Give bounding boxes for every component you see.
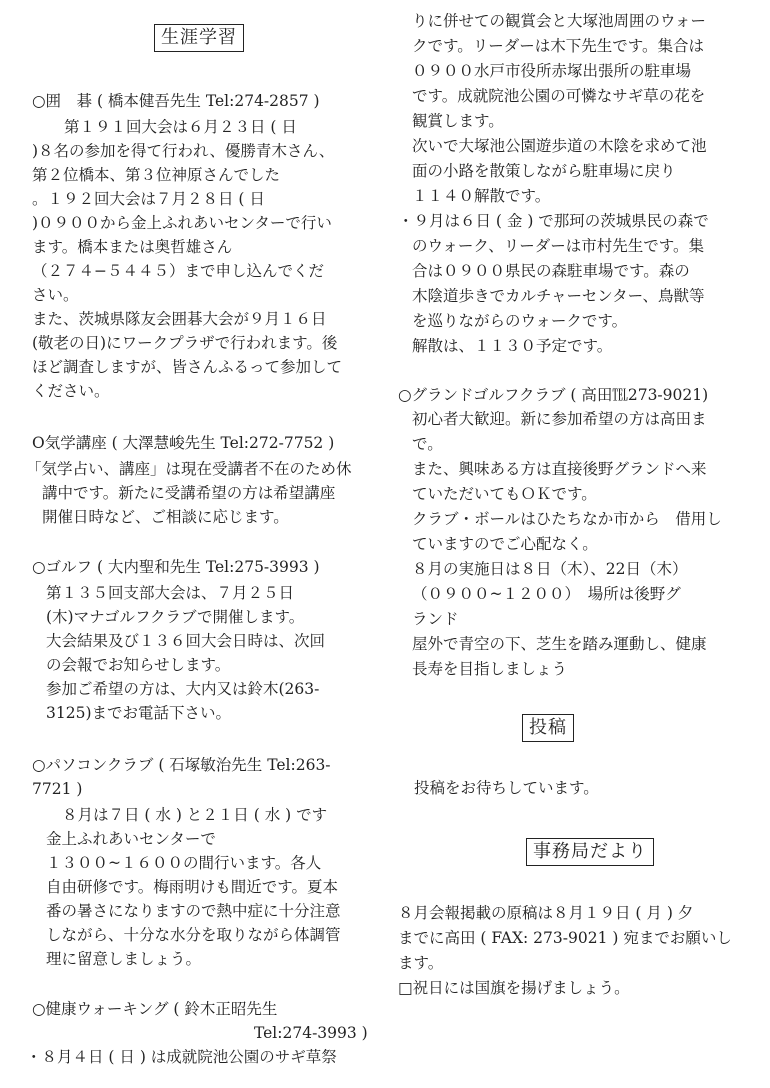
igo-line-0: 第１９１回大会は６月２３日 ( 日: [64, 118, 297, 136]
walking-title: ○健康ウォーキング ( 鈴木正昭先生: [32, 1000, 278, 1018]
pc-title: ○パソコンクラブ ( 石塚敏治先生 Tel:263-: [32, 756, 331, 774]
section-heading-jimukyoku: 事務局だより: [526, 838, 654, 866]
jimukyoku-line-2: ます。: [398, 954, 444, 972]
ground-golf-line-5: ていますのでご心配なく。: [412, 535, 598, 553]
section-heading-shogai-gakushu: 生涯学習: [154, 24, 244, 52]
ground-golf-line-9: 屋外で青空の下、芝生を踏み運動し、健康: [412, 635, 707, 653]
walking-cont-line-5: 次いで大塚池公園遊歩道の木陰を求めて池: [412, 137, 707, 155]
ground-golf-line-7: （０９００~１２００） 場所は後野グ: [412, 585, 681, 603]
igo-line-1: )８名の参加を得て行われ、優勝青木さん、: [32, 142, 335, 160]
ground-golf-line-6: ８月の実施日は８日（木）、22日（木）: [412, 560, 688, 578]
kigaku-line-0: 「気学占い、講座」は現在受講者不在のため休: [26, 460, 352, 478]
walking-cont-line-2: ０９００水戸市役所赤塚出張所の駐車場: [412, 62, 692, 80]
golf-line-5: 3125)までお電話下さい。: [46, 704, 231, 722]
igo-line-11: ください。: [32, 382, 110, 400]
walking-cont-line-4: 観賞します。: [412, 112, 504, 130]
golf-line-3: の会報でお知らせします。: [46, 656, 231, 674]
walking-sep-line-1: のウォーク、リーダーは市村先生です。集: [412, 237, 705, 255]
walking-cont-line-1: クです。リーダーは木下先生です。集合は: [412, 37, 705, 55]
walking-sep-line-5: 解散は、１１３０予定です。: [412, 337, 613, 355]
section-heading-toko: 投稿: [522, 714, 574, 742]
pc-line-5: しながら、十分な水分を取りながら体調管: [46, 926, 341, 944]
ground-golf-line-8: ランド: [412, 610, 459, 628]
igo-line-3: 。１９２回大会は７月２８日 ( 日: [32, 190, 265, 208]
walking-line-0: ・８月４日 ( 日 ) は成就院池公園のサギ草祭: [26, 1048, 337, 1066]
igo-line-2: 第２位橋本、第３位神原さんでした: [32, 166, 281, 184]
walking-sep-line-3: 木陰道歩きでカルチャーセンター、鳥獣等: [412, 287, 705, 305]
pc-line-3: 自由研修です。梅雨明けも間近です。夏本: [46, 878, 339, 896]
walking-cont-line-7: １１４０解散です。: [412, 187, 551, 205]
golf-line-4: 参加ご希望の方は、大内又は鈴木(263-: [46, 680, 320, 698]
jimukyoku-line-3: □祝日には国旗を揚げましょう。: [398, 979, 630, 997]
igo-line-6: （２７４−５４４５）まで申し込んでくだ: [32, 262, 324, 280]
ground-golf-line-10: 長寿を目指しましょう: [412, 660, 568, 678]
walking-cont-line-6: 面の小路を散策しながら駐車場に戻り: [412, 162, 676, 180]
pc-title-cont: 7721 ): [32, 780, 83, 798]
walking-sep-line-4: を巡りながらのウォークです。: [412, 312, 628, 330]
igo-line-4: )０９００から金上ふれあいセンターで行い: [32, 214, 332, 232]
ground-golf-line-1: で。: [412, 435, 443, 453]
kigaku-line-2: 開催日時など、ご相談に応じます。: [42, 508, 289, 526]
golf-title: ○ゴルフ ( 大内聖和先生 Tel:275-3993 ): [32, 558, 320, 576]
walking-cont-line-3: です。成就院池公園の可憐なサギ草の花を: [412, 87, 706, 105]
igo-line-8: また、茨城県隊友会囲碁大会が９月１６日: [32, 310, 327, 328]
golf-line-0: 第１３５回支部大会は、７月２５日: [46, 584, 295, 602]
kigaku-title: O気学講座 ( 大澤慧峻先生 Tel:272-7752 ): [32, 434, 335, 452]
ground-golf-title: ○グランドゴルフクラブ ( 高田℡273-9021): [398, 386, 709, 404]
walking-sep-line-0: ・９月は６日 ( 金 ) で那珂の茨城県民の森で: [398, 212, 709, 230]
igo-line-10: ほど調査しますが、皆さんふるって参加して: [32, 358, 343, 376]
ground-golf-line-3: ていただいてもＯＫです。: [412, 485, 597, 503]
igo-title: ○囲 碁 ( 橋本健吾先生 Tel:274-2857 ): [32, 92, 320, 110]
golf-line-2: 大会結果及び１３６回大会日時は、次回: [46, 632, 326, 650]
jimukyoku-line-0: ８月会報掲載の原稿は８月１９日 ( 月 ) 夕: [398, 904, 694, 922]
pc-line-2: １３００~１６００の間行います。各人: [46, 854, 322, 872]
walking-sep-line-2: 合は０９００県民の森駐車場です。森の: [412, 262, 690, 280]
igo-line-7: さい。: [32, 286, 79, 304]
pc-line-0: ８月は７日 ( 水 ) と２１日 ( 水 ) です: [62, 806, 328, 824]
ground-golf-line-2: また、興味ある方は直接後野グランドへ来: [412, 460, 707, 478]
pc-line-4: 番の暑さになりますので熱中症に十分注意: [46, 902, 341, 920]
kigaku-line-1: 講中です。新たに受講希望の方は希望講座: [42, 484, 336, 502]
ground-golf-line-4: クラブ・ボールはひたちなか市から 借用し: [412, 510, 722, 528]
pc-line-1: 金上ふれあいセンターで: [46, 830, 216, 848]
igo-line-5: ます。橋本または奥哲雄さん: [32, 238, 233, 256]
jimukyoku-line-1: までに高田 ( FAX: 273-9021 ) 宛までお願いし: [398, 929, 732, 947]
walking-tel: Tel:274-3993 ): [254, 1024, 368, 1042]
walking-cont-line-0: りに併せての観賞会と大塚池周囲のウォー: [412, 12, 706, 30]
golf-line-1: (木)マナゴルフクラブで開催します。: [46, 608, 305, 626]
igo-line-9: (敬老の日)にワークプラザで行われます。後: [32, 334, 338, 352]
toko-line: 投稿をお待ちしています。: [414, 779, 599, 797]
ground-golf-line-0: 初心者大歓迎。新に参加希望の方は高田ま: [412, 410, 707, 428]
pc-line-6: 理に留意しましょう。: [46, 950, 202, 968]
